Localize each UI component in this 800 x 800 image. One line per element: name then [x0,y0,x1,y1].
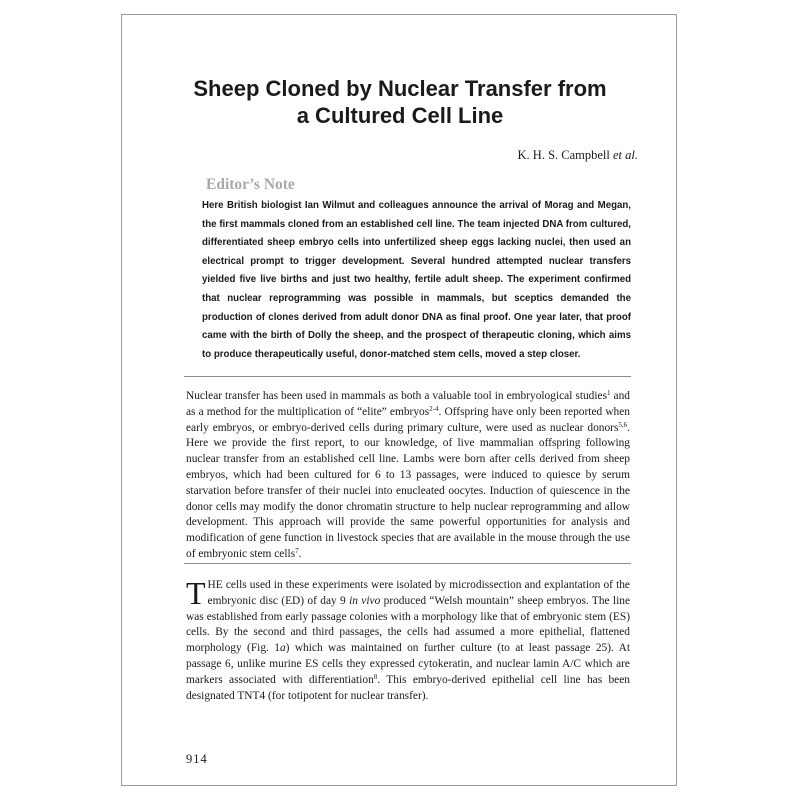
editors-note-text: Here British biologist Ian Wilmut and colleagues announce the arrival of Morag and Megan, the first mammals cloned from an established cell line. The team injected DNA from cultured, differentiated sheep embryo cells into unfertilized sheep eggs lacking nuclei, then used an electrical prompt to trigger development. Several hundred attempted nuclear transfers yielded five live births and just two healthy, fertile adult sheep. The experiment confirmed that nuclear reprogramming was possible in mammals, but sceptics demanded the production of clones derived from adult donor DNA as final proof. One year later, that proof came with the birth of Dolly the sheep, and the prospect of therapeutic cloning, which aims to produce therapeutically useful, donor-matched stem cells, moved a step closer. [202,200,631,360]
author-name: K. H. S. Campbell [517,148,610,162]
body-text: produced “Welsh mountain” sheep embryos. The line was established from early passage colonies with a morphology like that of embryonic stem (ES) cells. By the second and third passages, the cells had assumed a more epithelial, flattened morphology (Fig. 1 [186,594,631,655]
reference-marker: 1 [607,389,611,397]
author-et-al: et al. [613,148,638,162]
title-line-2: a Cultured Cell Line [296,103,504,128]
abstract-text: . [298,547,302,560]
article-title [122,75,678,129]
page-number: 914 [186,752,208,766]
section-divider [184,376,631,377]
editors-note-heading: Editor’s Note [206,176,295,193]
body-text: . This embryo-derived epithelial cell line has been designated TNT4 (for totipotent for nuclear transfer). [186,673,630,702]
body-paragraph [186,575,631,704]
reference-marker: 7 [295,546,299,555]
abstract-paragraph [186,389,630,563]
body-text: ) which was maintained on further culture (to at least passage 25). At passage 6, unlike murine ES cells they expressed cytokeratin, and nuclear lamin A/C which are markers associated with differentiation [186,642,630,686]
author-line [518,148,638,163]
drop-cap: T [186,575,206,611]
reference-marker: 8 [373,672,378,681]
abstract-text: and as a method for the multiplication of “elite” embryos [186,390,631,418]
abstract-text: Nuclear transfer has been used in mammals as both a valuable tool in embryological studies [186,390,608,402]
body-text: HE cells used in these experiments were isolated by microdissection and explantation of the embryonic disc (ED) of day 9 [207,579,630,607]
section-divider [184,563,631,564]
body-text-italic: a [279,642,286,655]
document-page [121,14,677,786]
reference-marker: 5,6 [618,420,628,429]
abstract-text: . Here we provide the first report, to our knowledge, of live mammalian offspring following nuclear transfer from an established cell line. Lambs were born after cells derived from sheep embryos, which had been cultured for 6 to 13 passages, were induced to quiesce by serum starvation before transfer of their nuclei into enucleated oocytes. Induction of quiescence in the donor cells may modify the donor chromatin structure to help nuclear reprogramming and allow development. This approach will provide the same powerful opportunities for analysis and modification of gene function in livestock species that are available in the mouse through the use of embryonic stem cells [186,421,630,560]
reference-marker: 2-4 [429,404,439,413]
body-text-italic: in vivo [349,594,381,607]
title-line-1: Sheep Cloned by Nuclear Transfer from [193,76,607,101]
abstract-text: . Offspring have only been reported when early embryos, or embryo-derived cells during primary culture, were used as nuclear donors [186,405,630,434]
